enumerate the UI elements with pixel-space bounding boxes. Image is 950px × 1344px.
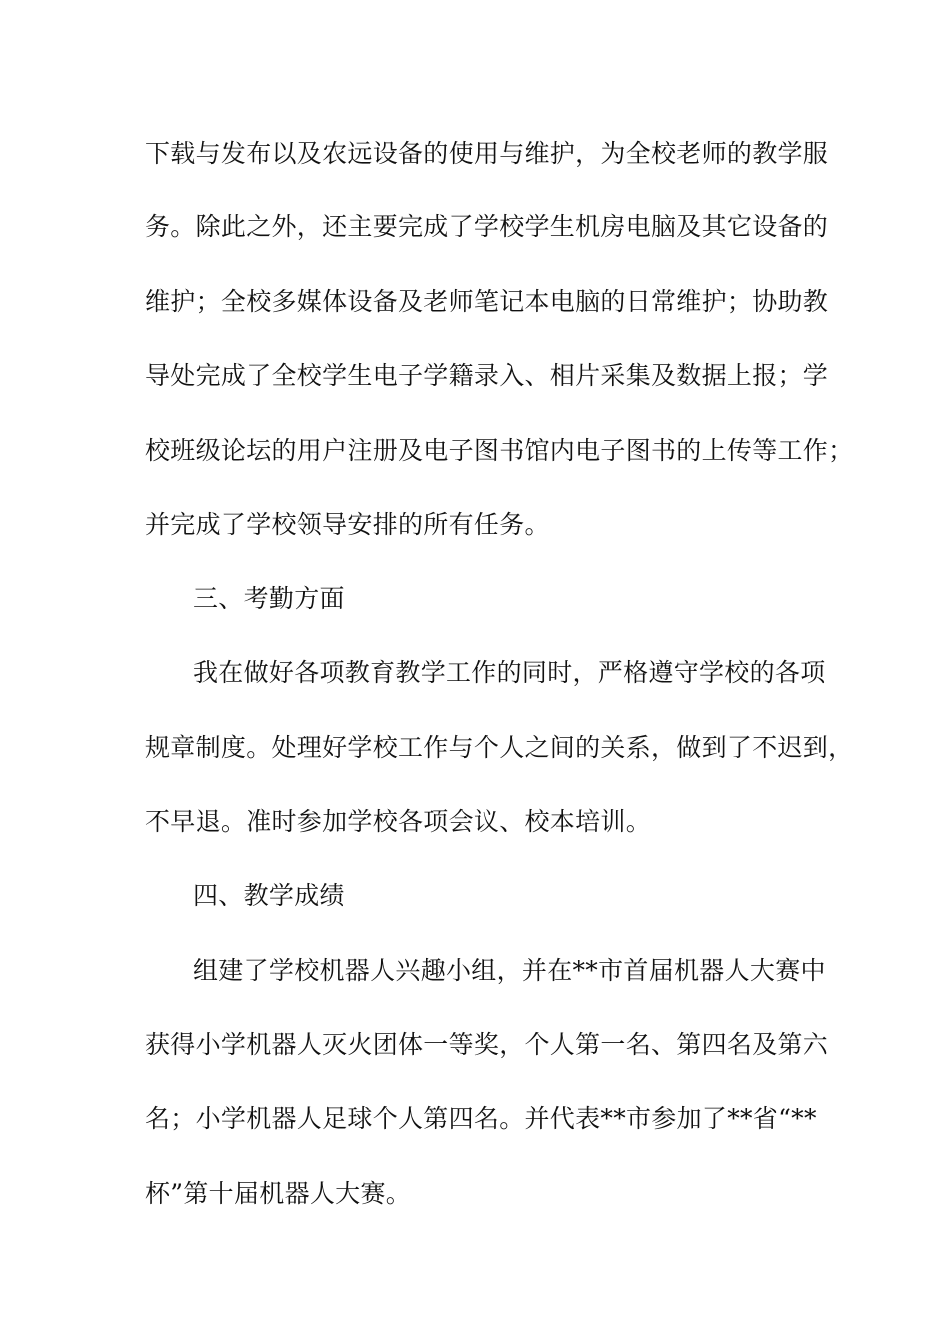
paragraph-line: 我在做好各项教育教学工作的同时，严格遵守学校的各项 — [193, 658, 826, 687]
section-heading-achievements: 四、教学成绩 — [193, 881, 345, 910]
paragraph-line: 维护；全校多媒体设备及老师笔记本电脑的日常维护；协助教 — [145, 287, 829, 316]
paragraph-line: 并完成了学校领导安排的所有任务。 — [145, 510, 550, 539]
paragraph-line: 导处完成了全校学生电子学籍录入、相片采集及数据上报；学 — [145, 361, 829, 390]
paragraph-line: 不早退。准时参加学校各项会议、校本培训。 — [145, 807, 652, 836]
paragraph-line: 名；小学机器人足球个人第四名。并代表**市参加了**省“** — [145, 1104, 817, 1133]
paragraph-line: 杯”第十届机器人大赛。 — [145, 1179, 412, 1208]
section-heading-attendance: 三、考勤方面 — [193, 584, 345, 613]
paragraph-line: 规章制度。处理好学校工作与个人之间的关系，做到了不迟到， — [145, 733, 854, 762]
paragraph-line: 校班级论坛的用户注册及电子图书馆内电子图书的上传等工作； — [145, 436, 854, 465]
paragraph-line: 下载与发布以及农远设备的使用与维护，为全校老师的教学服 — [145, 139, 829, 168]
paragraph-line: 组建了学校机器人兴趣小组，并在**市首届机器人大赛中 — [193, 956, 826, 985]
paragraph-line: 务。除此之外，还主要完成了学校学生机房电脑及其它设备的 — [145, 212, 829, 241]
paragraph-line: 获得小学机器人灭火团体一等奖，个人第一名、第四名及第六 — [145, 1030, 829, 1059]
